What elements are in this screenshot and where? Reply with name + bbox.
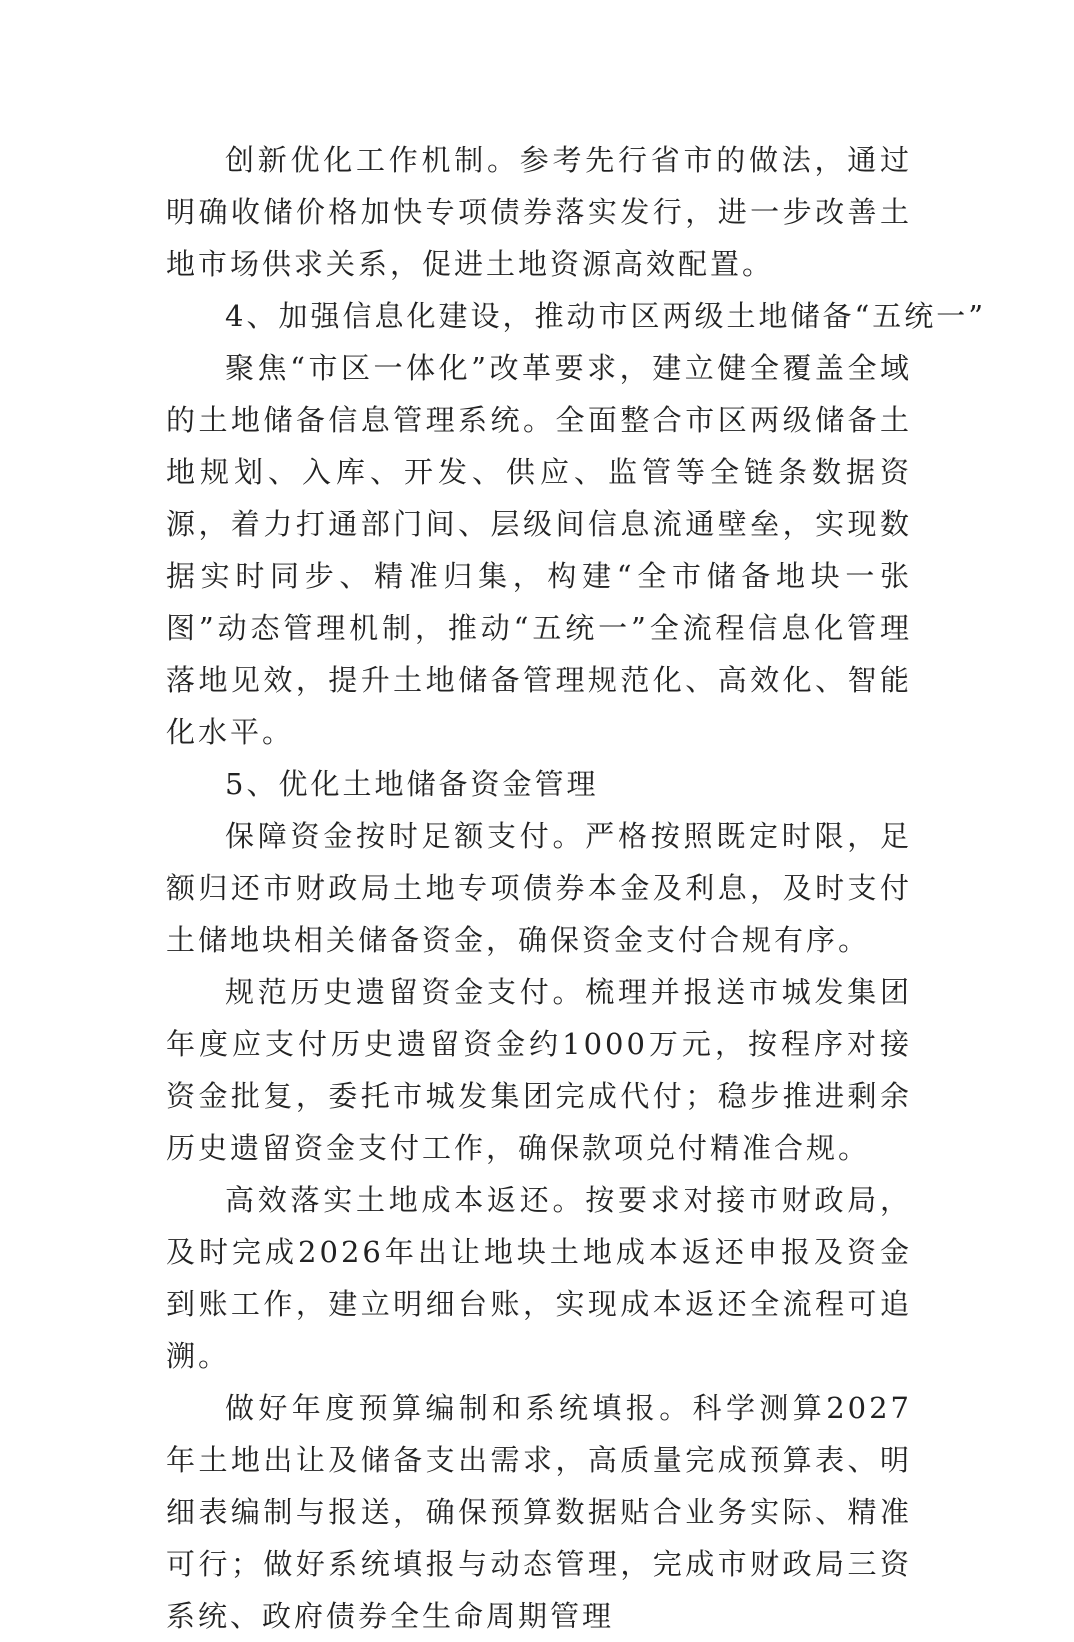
document-body — [166, 134, 987, 1642]
paragraph-work-mechanism: 创新优化工作机制。参考先行省市的做法，通过明确收储价格加快专项债券落实发行，进一步改善土地市场供求关系，促进土地资源高效配置。 — [166, 143, 912, 281]
paragraph-budget-compilation: 做好年度预算编制和系统填报。科学测算2027年土地出让及储备支出需求，高质量完成预算表、明细表编制与报送，确保预算数据贴合业务实际、精准可行；做好系统填报与动态管理，完成市财政局三资系统、政府债券全生命周期管理 — [166, 1391, 912, 1633]
section-heading-fund-management: 5、优化土地储备资金管理 — [225, 767, 599, 801]
paragraph-cost-return: 高效落实土地成本返还。按要求对接市财政局，及时完成2026年出让地块土地成本返还申报及资金到账工作，建立明细台账，实现成本返还全流程可追溯。 — [166, 1183, 912, 1373]
paragraph-legacy-funds: 规范历史遗留资金支付。梳理并报送市城发集团年度应支付历史遗留资金约1000万元，按程序对接资金批复，委托市城发集团完成代付；稳步推进剩余历史遗留资金支付工作，确保款项兑付精准合规。 — [166, 975, 912, 1165]
section-heading-informatization: 4、加强信息化建设，推动市区两级土地储备“五统一” — [225, 299, 987, 333]
paragraph-fund-payment: 保障资金按时足额支付。严格按照既定时限，足额归还市财政局土地专项债券本金及利息，及时支付土储地块相关储备资金，确保资金支付合规有序。 — [166, 819, 912, 957]
paragraph-information-system: 聚焦“市区一体化”改革要求，建立健全覆盖全域的土地储备信息管理系统。全面整合市区两级储备土地规划、入库、开发、供应、监管等全链条数据资源，着力打通部门间、层级间信息流通壁垒，实现数据实时同步、精准归集，构建“全市储备地块一张图”动态管理机制，推动“五统一”全流程信息化管理落地见效，提升土地储备管理规范化、高效化、智能化水平。 — [166, 351, 912, 749]
